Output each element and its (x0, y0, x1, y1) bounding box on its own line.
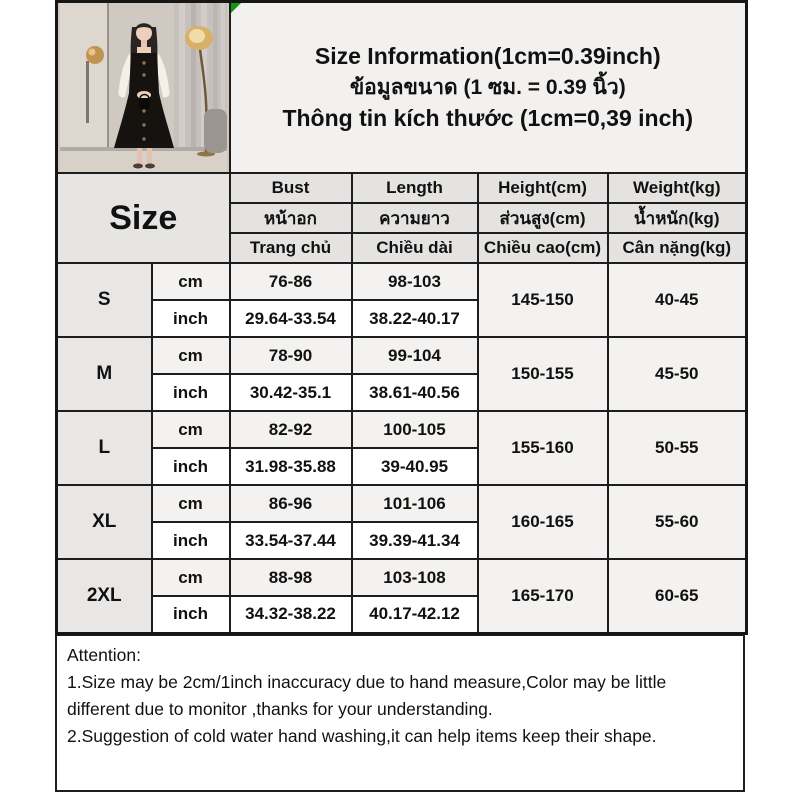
col-header-length-en: Length (352, 173, 478, 203)
unit-cm-cell: cm (152, 485, 230, 522)
size-corner-label: Size (57, 173, 230, 263)
length-inch-cell: 38.61-40.56 (352, 374, 478, 411)
size-label-m: M (57, 337, 152, 411)
size-table (55, 0, 748, 635)
bust-cm-cell: 82-92 (230, 411, 352, 448)
attention-heading: Attention: (67, 644, 141, 665)
bust-inch-cell: 30.42-35.1 (230, 374, 352, 411)
unit-cm-cell: cm (152, 559, 230, 596)
unit-inch-cell: inch (152, 300, 230, 337)
unit-inch-cell: inch (152, 374, 230, 411)
bust-inch-cell: 31.98-35.88 (230, 448, 352, 485)
product-photo (60, 3, 227, 172)
attention-box (55, 635, 745, 792)
table-row-xl-cm (57, 485, 747, 522)
table-row-2xl-cm (57, 559, 747, 596)
title-line-vietnamese: Thông tin kích thước (1cm=0,39 inch) (282, 105, 694, 132)
attention-note-1: 1.Size may be 2cm/1inch inaccuracy due to hand measure,Color may be little different due to monitor ,thanks for your understanding. (67, 671, 667, 719)
weight-cell: 40-45 (608, 263, 747, 337)
unit-cm-cell: cm (152, 411, 230, 448)
length-cm-cell: 98-103 (352, 263, 478, 300)
title-line-thai: ข้อมูลขนาด (1 ซม. = 0.39 นิ้ว) (349, 75, 626, 99)
title-line-english: Size Information(1cm=0.39inch) (314, 42, 661, 69)
unit-inch-cell: inch (152, 596, 230, 633)
length-cm-cell: 99-104 (352, 337, 478, 374)
height-cell: 150-155 (478, 337, 608, 411)
weight-cell: 55-60 (608, 485, 747, 559)
height-cell: 155-160 (478, 411, 608, 485)
height-cell: 145-150 (478, 263, 608, 337)
bust-cm-cell: 78-90 (230, 337, 352, 374)
table-row-s-cm (57, 263, 747, 300)
weight-cell: 45-50 (608, 337, 747, 411)
col-header-bust-en: Bust (230, 173, 352, 203)
photo-left-panel (60, 3, 108, 149)
bust-cm-cell: 88-98 (230, 559, 352, 596)
weight-cell: 50-55 (608, 411, 747, 485)
col-header-height-en: Height(cm) (478, 173, 608, 203)
attention-note-2: 2.Suggestion of cold water hand washing,it can help items keep their shape. (67, 725, 657, 746)
length-inch-cell: 40.17-42.12 (352, 596, 478, 633)
length-inch-cell: 39.39-41.34 (352, 522, 478, 559)
col-header-height-th: ส่วนสูง(cm) (478, 203, 608, 233)
length-cm-cell: 101-106 (352, 485, 478, 522)
size-label-l: L (57, 411, 152, 485)
bust-cm-cell: 76-86 (230, 263, 352, 300)
col-header-height-vi: Chiều cao(cm) (478, 233, 608, 263)
length-cm-cell: 103-108 (352, 559, 478, 596)
title-block (230, 2, 747, 174)
length-cm-cell: 100-105 (352, 411, 478, 448)
bust-inch-cell: 33.54-37.44 (230, 522, 352, 559)
unit-cm-cell: cm (152, 263, 230, 300)
weight-cell: 60-65 (608, 559, 747, 633)
col-header-bust-vi: Trang chủ (230, 233, 352, 263)
photo-chair (204, 109, 227, 153)
bust-cm-cell: 86-96 (230, 485, 352, 522)
size-label-2xl: 2XL (57, 559, 152, 633)
product-photo-cell (57, 2, 230, 174)
height-cell: 165-170 (478, 559, 608, 633)
table-row-m-cm (57, 337, 747, 374)
col-header-weight-th: น้ำหนัก(kg) (608, 203, 747, 233)
photo-wall-lamp (86, 46, 104, 64)
unit-inch-cell: inch (152, 448, 230, 485)
unit-cm-cell: cm (152, 337, 230, 374)
size-label-s: S (57, 263, 152, 337)
size-label-xl: XL (57, 485, 152, 559)
col-header-bust-th: หน้าอก (230, 203, 352, 233)
col-header-weight-en: Weight(kg) (608, 173, 747, 203)
col-header-length-vi: Chiều dài (352, 233, 478, 263)
size-chart-sheet (55, 0, 745, 792)
bust-inch-cell: 34.32-38.22 (230, 596, 352, 633)
table-row-l-cm (57, 411, 747, 448)
unit-inch-cell: inch (152, 522, 230, 559)
length-inch-cell: 38.22-40.17 (352, 300, 478, 337)
length-inch-cell: 39-40.95 (352, 448, 478, 485)
bust-inch-cell: 29.64-33.54 (230, 300, 352, 337)
col-header-weight-vi: Cân nặng(kg) (608, 233, 747, 263)
col-header-length-th: ความยาว (352, 203, 478, 233)
green-corner-marker (231, 3, 241, 13)
height-cell: 160-165 (478, 485, 608, 559)
